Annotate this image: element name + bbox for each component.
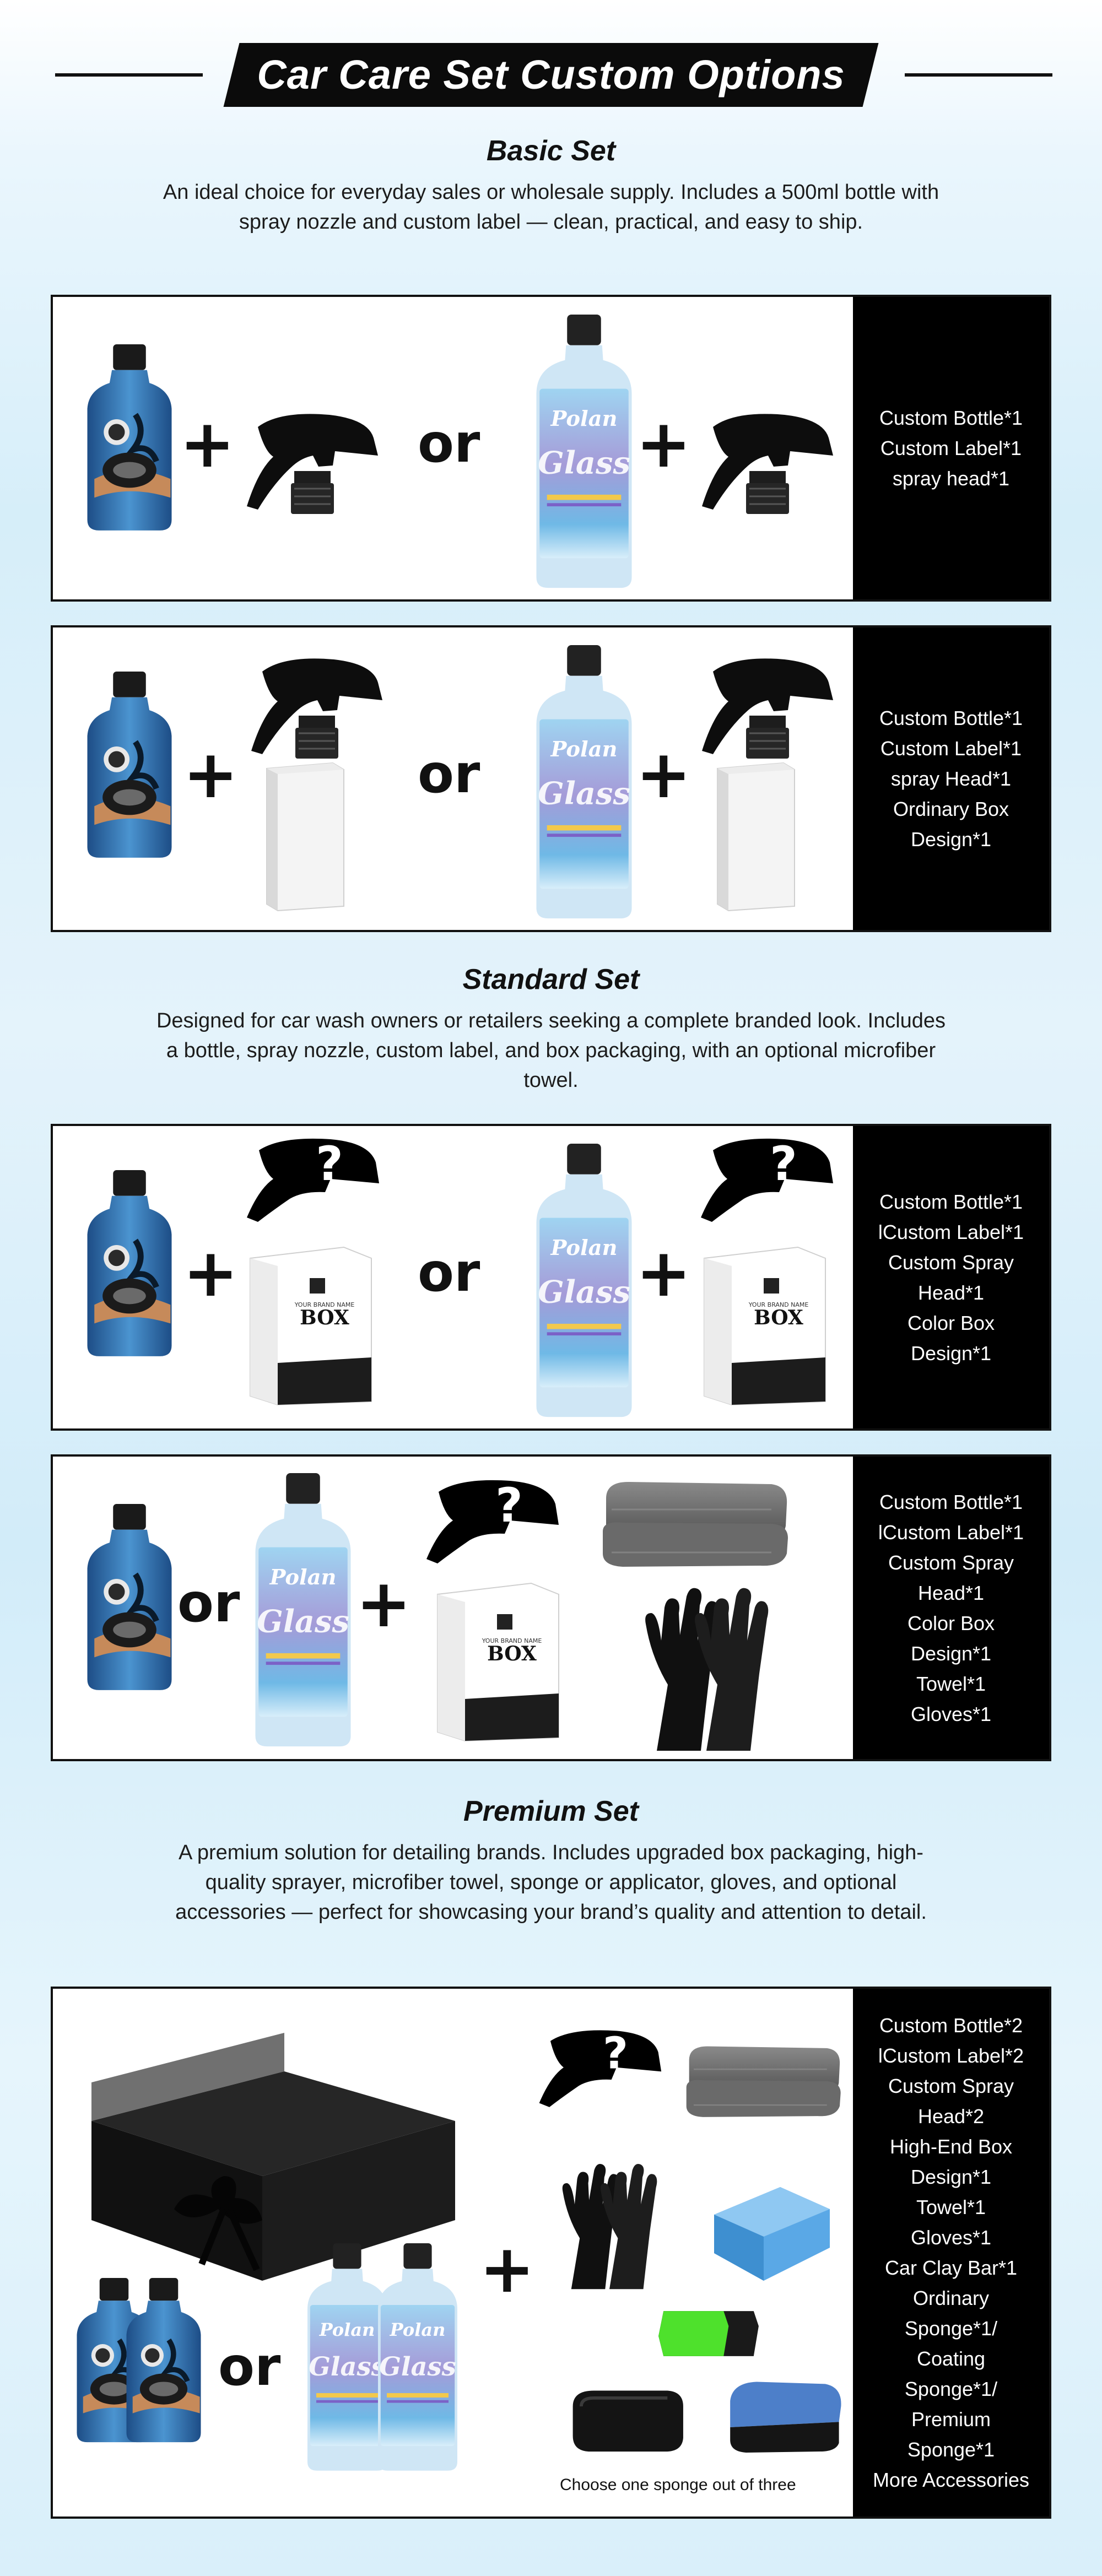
spec-line: Premium — [911, 2408, 991, 2431]
custom-bottle-short — [83, 1170, 176, 1357]
spec-line: Head*2 — [917, 2105, 985, 2128]
or-text: or — [218, 2336, 281, 2398]
spec-line: Custom Label*1 — [880, 737, 1022, 760]
or-text: or — [418, 413, 480, 474]
plus-sign: + — [636, 406, 692, 483]
spec-line: Custom Bottle*1 — [879, 707, 1023, 729]
spec-line: spray Head*1 — [890, 767, 1012, 790]
spec-line: Design*1 — [910, 828, 992, 851]
color-box-icon — [432, 1578, 564, 1743]
spec-line: Ordinary Box — [893, 798, 1009, 820]
spec-line: Design*1 — [910, 1642, 992, 1665]
color-box-icon — [245, 1242, 377, 1407]
ordinary-box-icon — [712, 757, 800, 912]
towel-icon — [680, 2042, 845, 2120]
plus-sign: + — [183, 737, 239, 813]
spec-line: lCustom Label*1 — [878, 1220, 1024, 1243]
spec-line: Gloves*1 — [910, 2226, 992, 2249]
standard-set-2-specs — [853, 1457, 1049, 1759]
spec-line: Car Clay Bar*1 — [884, 2256, 1018, 2279]
spec-line: Gloves*1 — [910, 1702, 992, 1725]
spec-line: High-End Box — [889, 2135, 1013, 2158]
gloves-icon — [635, 1574, 778, 1756]
premium-set-title: Premium Set — [463, 1795, 639, 1827]
standard-set-panel-1 — [51, 1124, 1051, 1431]
banner-line-right — [905, 73, 1052, 77]
standard-set-title: Standard Set — [462, 964, 640, 995]
spec-line: More Accessories — [872, 2469, 1030, 2491]
or-text: or — [418, 1242, 480, 1303]
spec-line: Design*1 — [910, 2166, 992, 2188]
basic-set-panel-2 — [51, 625, 1051, 932]
spec-line: Custom Label*1 — [880, 437, 1022, 459]
basic-set-panel-1 — [51, 295, 1051, 602]
car-clay-bar-icon — [703, 2176, 835, 2286]
spec-line: Color Box — [907, 1611, 995, 1635]
standard-set-panel-2 — [51, 1454, 1051, 1761]
premium-set-specs — [853, 1989, 1049, 2517]
coating-sponge-icon — [562, 2385, 689, 2454]
custom-spray-head-question-icon — [691, 1134, 834, 1222]
spec-line: Custom Spray — [888, 1551, 1014, 1574]
custom-spray-head-question-icon — [237, 1134, 380, 1222]
spec-line: Sponge*1/ — [904, 2378, 998, 2400]
sponge-choice-note: Choose one sponge out of three — [560, 2476, 796, 2494]
standard-set-description: Designed for car wash owners or retailers seeking a complete branded look. Includes a bottle, spray nozzle, custom label, and box packaging, with an optional microfiber towel. — [156, 1009, 946, 1092]
custom-bottle-short — [122, 2253, 205, 2468]
towel-icon — [595, 1476, 793, 1570]
spray-head-icon — [691, 405, 834, 515]
basic-set-1-specs — [853, 297, 1049, 599]
gloves-icon — [554, 2152, 665, 2295]
custom-bottle-tall — [374, 2220, 462, 2496]
spec-line: Ordinary — [912, 2287, 990, 2309]
spec-line: Custom Spray — [888, 1251, 1014, 1274]
spec-line: Custom Bottle*1 — [879, 407, 1023, 429]
spray-head-icon — [691, 650, 834, 760]
custom-bottle-tall — [529, 1144, 639, 1419]
premium-sponge-icon — [720, 2374, 846, 2454]
basic-set-2-specs — [853, 627, 1049, 930]
standard-set-1-specs — [853, 1126, 1049, 1428]
premium-set-panel — [51, 1987, 1051, 2519]
custom-bottle-tall — [529, 315, 639, 590]
spec-line: Custom Spray — [888, 2075, 1014, 2097]
spec-line: Towel*1 — [916, 1672, 986, 1695]
spec-line: Sponge*1 — [907, 2438, 995, 2461]
custom-bottle-short — [83, 1504, 176, 1691]
spray-head-icon — [236, 405, 379, 515]
or-text: or — [418, 743, 480, 805]
spec-line: Towel*1 — [916, 2196, 986, 2218]
plus-sign: + — [183, 1235, 239, 1312]
plus-sign: + — [636, 1235, 692, 1312]
banner-line-left — [55, 73, 203, 77]
spec-line: Custom Bottle*1 — [879, 1490, 1023, 1513]
ordinary-sponge-icon — [653, 2306, 764, 2361]
spec-line: Head*1 — [917, 1281, 985, 1304]
spec-line: Design*1 — [910, 1341, 992, 1365]
spec-line: Head*1 — [917, 1581, 985, 1604]
custom-bottle-tall — [248, 1473, 358, 1749]
spec-line: Sponge*1/ — [904, 2317, 998, 2340]
plus-sign: + — [479, 2231, 535, 2308]
plus-sign: + — [180, 406, 235, 483]
plus-sign: + — [636, 737, 692, 813]
basic-set-description: An ideal choice for everyday sales or wholesale supply. Includes a 500ml bottle with spray nozzle and custom label — clean, practical, and easy to ship. — [163, 181, 939, 234]
spec-line: Color Box — [907, 1311, 995, 1334]
custom-spray-head-question-icon — [530, 2025, 662, 2108]
custom-bottle-short — [83, 672, 176, 859]
spec-line: Custom Bottle*2 — [879, 2014, 1023, 2037]
ordinary-box-icon — [261, 757, 349, 912]
spec-line: Custom Bottle*1 — [879, 1190, 1023, 1213]
premium-set-description: A premium solution for detailing brands. Includes upgraded box packaging, high-quality sprayer, microfiber towel, sponge or applicator, gloves, and optional accessories — perfect for showcasing your brand’s quality and attention to detail. — [175, 1841, 927, 1924]
spray-head-icon — [240, 650, 383, 760]
color-box-icon — [699, 1242, 831, 1407]
custom-bottle-short — [83, 344, 176, 532]
or-text: or — [177, 1572, 240, 1634]
basic-set-title: Basic Set — [486, 135, 616, 167]
spec-line: lCustom Label*1 — [878, 1520, 1024, 1544]
page-title: Car Care Set Custom Options — [257, 52, 845, 98]
spec-line: lCustom Label*2 — [878, 2044, 1024, 2067]
spec-line: Coating — [916, 2347, 986, 2370]
custom-spray-head-question-icon — [417, 1475, 560, 1563]
plus-sign: + — [356, 1566, 412, 1642]
custom-bottle-tall — [529, 645, 639, 921]
spec-line: spray head*1 — [892, 467, 1010, 490]
